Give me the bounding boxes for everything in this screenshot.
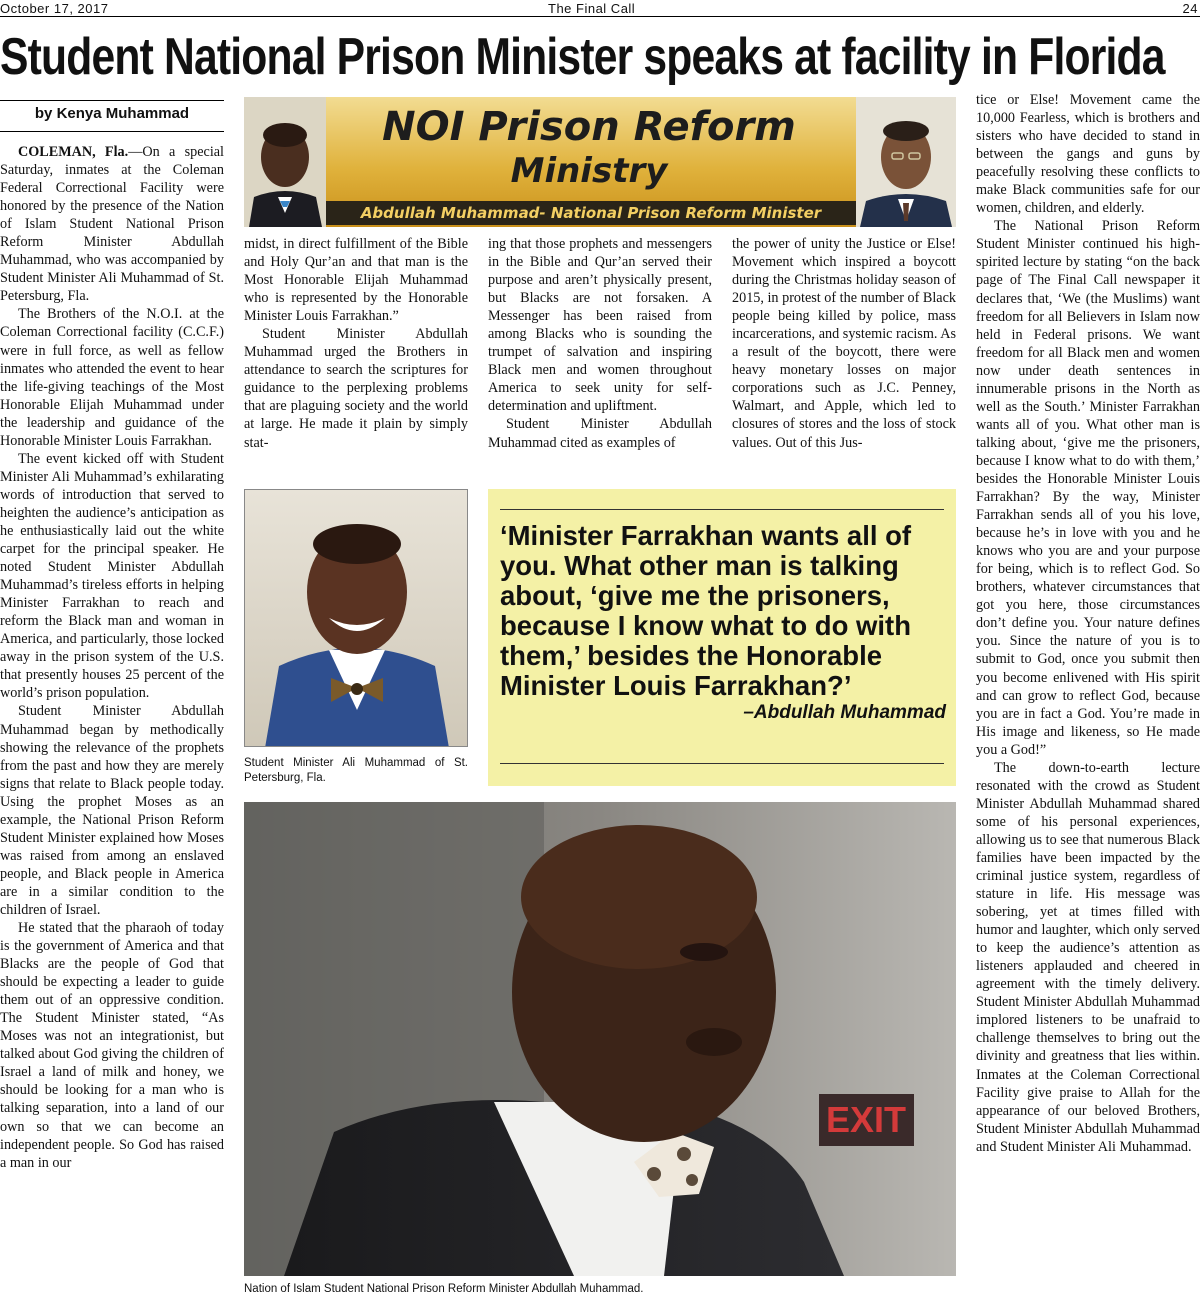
paragraph: midst, in direct fulfillment of the Bible and Holy Qur’an and that man is the Most Honorable Elijah Muhammad who is represented by the Honorable Minister Louis Farrakhan.”: [244, 236, 468, 325]
paragraph-text: —On a special Saturday, inmates at the Coleman Federal Correctional Facility were honored by the presence of the Nation of Islam Student National Prison Reform Minister Abdullah Muhammad, who was accompanied by Student Minister Ali Muhammad of St. Petersburg, Fla.: [0, 144, 224, 305]
article-column-4: [732, 235, 956, 452]
paragraph: The down-to-earth lecture resonated with the crowd as Student Minister Abdullah Muhammad shared some of his personal experiences, allowing us to see that numerous Black families have been impacted by the criminal justice system, regardless of stature in life. His message was sobering, yet at times filled with humor and laughter, which only served to keep the audience’s attention as listeners applauded and cheered in agreement with the timely delivery. Student Minister Abdullah Muhammad implored listeners to be unafraid to challenge themselves to bring out the divinity and greatness that lies within. Inmates at the Coleman Correctional Facility give praise to Allah for the appearance of our beloved Brothers, Student Minister Abdullah Muhammad and Student Minister Ali Muhammad.: [976, 759, 1200, 1155]
pull-quote-bottom-rule: [500, 763, 944, 764]
byline: by Kenya Muhammad: [0, 100, 224, 132]
headline: Student National Prison Minister speaks at facility in Florida: [0, 28, 1165, 86]
paragraph: The event kicked off with Student Minister Ali Muhammad’s exhilarating words of introduction that served to heighten the audience’s anticipation as he enthusiastically laid out the white carpet for the principal speaker. He noted Student Minister Abdullah Muhammad’s tireless efforts in helping Minister Farrakhan to reach and reform the Black man and woman in America, and particularly, those locked away in the prison system of the U.S. that presently houses 25 percent of the world’s prison population.: [0, 450, 224, 702]
paragraph: The National Prison Reform Student Minister continued his high-spirited lecture by stating “on the back page of The Final Call newspaper it declares that, ‘We (the Muslims) want freedom for all Believers in Islam now held in Federal prisons. We want freedom for all Black men and women now under death sentences in innumerable prisons in the North as well as the South.’ Minister Farrakhan wants all of you. What other man is talking about, ‘give me the prisoners, because I know what to do with them,’ besides the Honorable Minister Louis Farrakhan? By the way, Minister Farrakhan sends all of you his love, because he’s in love with you and he knows who you are and your purpose for being, which is to reflect God. So brothers, whatever circumstances that got you here, those circumstances don’t define you. Your nature defines you. Since the nature of you is to submit to God, once you submit then you become enlivened with His spirit and can grow to reflect God, because you are in fact a God. You’re made in His image and likeness, so He made you a God!”: [976, 218, 1200, 758]
caption-large-photo: Nation of Islam Student National Prison Reform Minister Abdullah Muhammad.: [244, 1283, 644, 1295]
pull-quote: [488, 489, 956, 786]
pull-quote-text: ‘Minister Farrakhan wants all of you. What other man is talking about, ‘give me the prisoners, because I know what to do with them,’ besides the Honorable Minister Louis Farrakhan?’: [500, 520, 912, 701]
article-column-5: [976, 91, 1200, 1156]
pull-quote-top-rule: [500, 509, 944, 510]
paragraph: Student Minister Abdullah Muhammad began by methodically showing the relevance of the prophets from the past and how they are merely signs that relate to Black people today. Using the prophet Moses as an example, the National Prison Reform Student Minister explained how Moses was raised from among an enslaved people, and Black people in America are in a similar condition to the children of Israel.: [0, 703, 224, 918]
exit-sign-label: EXIT: [825, 1099, 907, 1140]
page-folio: [0, 0, 1200, 17]
issue-date: October 17, 2017: [0, 1, 109, 16]
article-column-1: [0, 143, 224, 1172]
paragraph: Student Minister Abdullah Muhammad urged the Brothers in attendance to search the scriptures for guidance to the perplexing problems that are plaguing society and the world at large. He made it plain by simply stat-: [244, 326, 468, 451]
folio-rule: [0, 16, 1200, 17]
page-number: 24: [1182, 1, 1198, 16]
photo-abdullah-muhammad: [244, 802, 956, 1276]
pull-quote-attribution: –Abdullah Muhammad: [743, 702, 946, 723]
banner-title: NOI Prison Reform: [382, 104, 796, 150]
banner-strip: Abdullah Muhammad- National Prison Reform Minister: [326, 201, 856, 225]
paragraph: Student Minister Abdullah Muhammad cited as examples of: [488, 416, 712, 451]
exit-sign: [819, 1094, 914, 1146]
paragraph: The Brothers of the N.O.I. at the Coleman Correctional facility (C.C.F.) were in full force, as well as fellow inmates who attended the event to hear the life-giving teachings of the Most Honorable Elijah Muhammad under the leadership and guidance of the Honorable Minister Louis Farrakhan.: [0, 306, 224, 449]
prison-reform-banner: [244, 97, 956, 227]
photo-ali-muhammad: [244, 489, 468, 747]
portrait-left: [244, 97, 326, 227]
dateline: COLEMAN, Fla.: [18, 144, 129, 160]
paragraph: ing that those prophets and messengers in the Bible and Qur’an served their purpose and aren’t physically present, but Blacks are not forsaken. A Messenger has been raised from among Blacks who is sounding the trumpet of salvation and inspiring Black men and women throughout America to seek unity for self-determination and upliftment.: [488, 236, 712, 415]
banner-subtitle: Ministry: [510, 151, 668, 191]
newspaper-name: The Final Call: [548, 1, 636, 16]
paragraph: tice or Else! Movement came the 10,000 Fearless, which is brothers and sisters who have decided to stand in between the gangs and guns by peacefully resolving these conflicts to make Black communities safe for our women, children, and elderly.: [976, 92, 1200, 217]
paragraph: [0, 143, 224, 305]
paragraph: the power of unity the Justice or Else! Movement which inspired a boycott during the Christmas holiday season of 2015, in protest of the number of Black people being killed by police, mass incarcerations, and systemic racism. As a result of the boycott, there were heavy monetary losses on major corporations such as J.C. Penney, Walmart, and Apple, which led to closures of stores and the loss of stock values. Out of this Jus-: [732, 236, 956, 451]
portrait-right: [856, 97, 956, 227]
paragraph: He stated that the pharaoh of today is the government of America and that Blacks are the people of God that should be expecting a leader to guide them out of an oppressive condition. The Student Minister stated, “As Moses was not an integrationist, but talked about God giving the children of Israel a land of milk and honey, we should be looking for a man who is talking separation, into a land of our own so that we can become an independent people. So God has raised a man in our: [0, 920, 224, 1171]
article-column-2: [244, 235, 468, 452]
article-column-3: [488, 235, 712, 452]
caption-small-photo: Student Minister Ali Muhammad of St. Petersburg, Fla.: [244, 757, 468, 784]
